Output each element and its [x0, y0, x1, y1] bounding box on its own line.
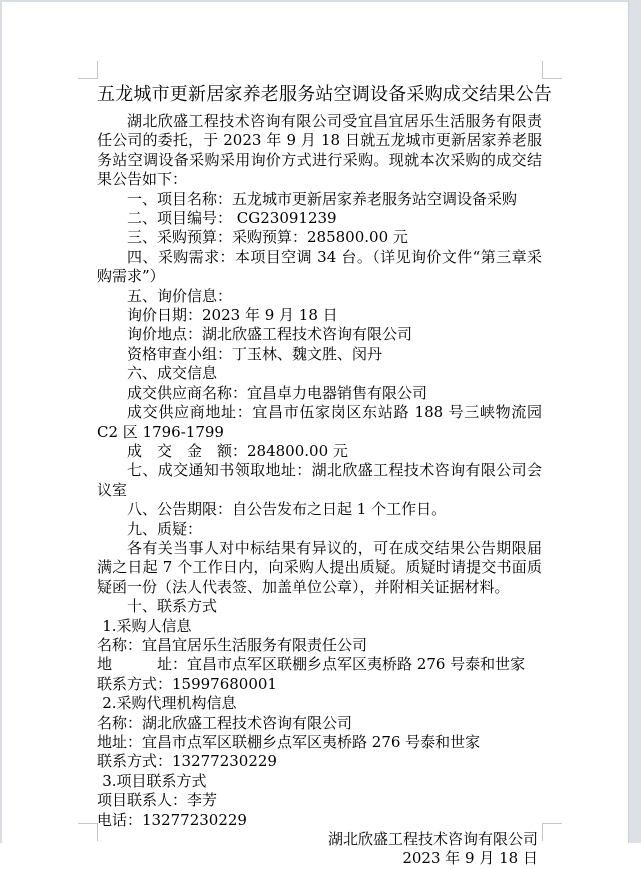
- project-contact-heading: 3.项目联系方式: [102, 771, 207, 790]
- item-procurement-budget: 三、采购预算：采购预算：285800.00 元: [127, 228, 408, 247]
- item-project-name: 一、项目名称：五龙城市更新居家养老服务站空调设备采购: [127, 189, 518, 208]
- purchaser-info-heading: 1.采购人信息: [102, 616, 192, 635]
- paragraph-intro: 湖北欣盛工程技术咨询有限公司受宜昌宜居乐生活服务有限责任公司的委托，于 2023 年 9 月 18 日就五龙城市更新居家养老服务站空调设备采购采用询价方式进行采购。现就本次采购的成交结果公告如下：: [97, 112, 542, 189]
- page-left-edge-line: [0, 0, 2, 843]
- agency-address: 地址：宜昌市点军区联棚乡点军区夷桥路 276 号泰和世家: [97, 733, 481, 751]
- margin-crop-mark-bottom-right: [542, 823, 562, 841]
- item-award-info-heading: 六、成交信息: [127, 364, 218, 383]
- agency-info-heading: 2.采购代理机构信息: [102, 694, 237, 713]
- signature-organization: 湖北欣盛工程技术咨询有限公司: [327, 830, 538, 849]
- item-procurement-demand: 四、采购需求：本项目空调 34 台。（详见询价文件“第三章采购需求”）: [97, 247, 542, 286]
- page-right-background-strip: [628, 0, 641, 843]
- winning-supplier-address: 成交供应商地址：宜昌市伍家岗区东站路 188 号三峡物流园 C2 区 1796-1799: [97, 403, 542, 441]
- margin-crop-mark-top-right: [542, 61, 562, 79]
- inquiry-date: 询价日期：2023 年 9 月 18 日: [127, 306, 338, 325]
- winning-supplier-name: 成交供应商名称：宜昌卓力电器销售有限公司: [127, 383, 428, 402]
- document-title: 五龙城市更新居家养老服务站空调设备采购成交结果公告: [97, 84, 552, 105]
- item-announcement-period: 八、公告期限：自公告发布之日起 1 个工作日。: [127, 500, 447, 519]
- document-body: [97, 82, 552, 869]
- award-amount: 成 交 金 额：284800.00 元: [127, 441, 348, 460]
- item-inquiry-info-heading: 五、询价信息：: [127, 286, 233, 305]
- item-notice-pickup-address: 七、成交通知书领取地址：湖北欣盛工程技术咨询有限公司会议室: [97, 461, 542, 499]
- signature-date: 2023 年 9 月 18 日: [402, 849, 538, 868]
- query-detail: 各有关当事人对中标结果有异议的，可在成交结果公告期限届满之日起 7 个工作日内，向采购人提出质疑。质疑时请提交书面质疑函一份（法人代表签、加盖单位公章），并附相关证据材料。: [97, 538, 542, 596]
- purchaser-name: 名称：宜昌宜居乐生活服务有限责任公司: [97, 635, 368, 654]
- item-contact-heading: 十、联系方式: [127, 597, 218, 616]
- inquiry-place: 询价地点：湖北欣盛工程技术咨询有限公司: [127, 325, 413, 344]
- page-top-edge-line: [0, 0, 641, 2]
- agency-phone: 联系方式：13277230229: [97, 752, 277, 771]
- agency-name: 名称：湖北欣盛工程技术咨询有限公司: [97, 713, 353, 732]
- item-query-heading: 九、质疑：: [127, 519, 203, 538]
- item-project-number: 二、项目编号： CG23091239: [127, 209, 337, 228]
- qualification-review-team: 资格审查小组：丁玉林、魏文胜、闵丹: [127, 344, 383, 363]
- purchaser-address: 地 址：宜昌市点军区联棚乡点军区夷桥路 276 号泰和世家: [97, 655, 526, 674]
- purchaser-phone: 联系方式：15997680001: [97, 674, 277, 693]
- project-contact-person: 项目联系人：李芳: [97, 791, 218, 810]
- margin-crop-mark-bottom-left: [78, 823, 98, 841]
- project-contact-phone: 电话：13277230229: [97, 810, 247, 829]
- margin-crop-mark-top-left: [78, 61, 98, 79]
